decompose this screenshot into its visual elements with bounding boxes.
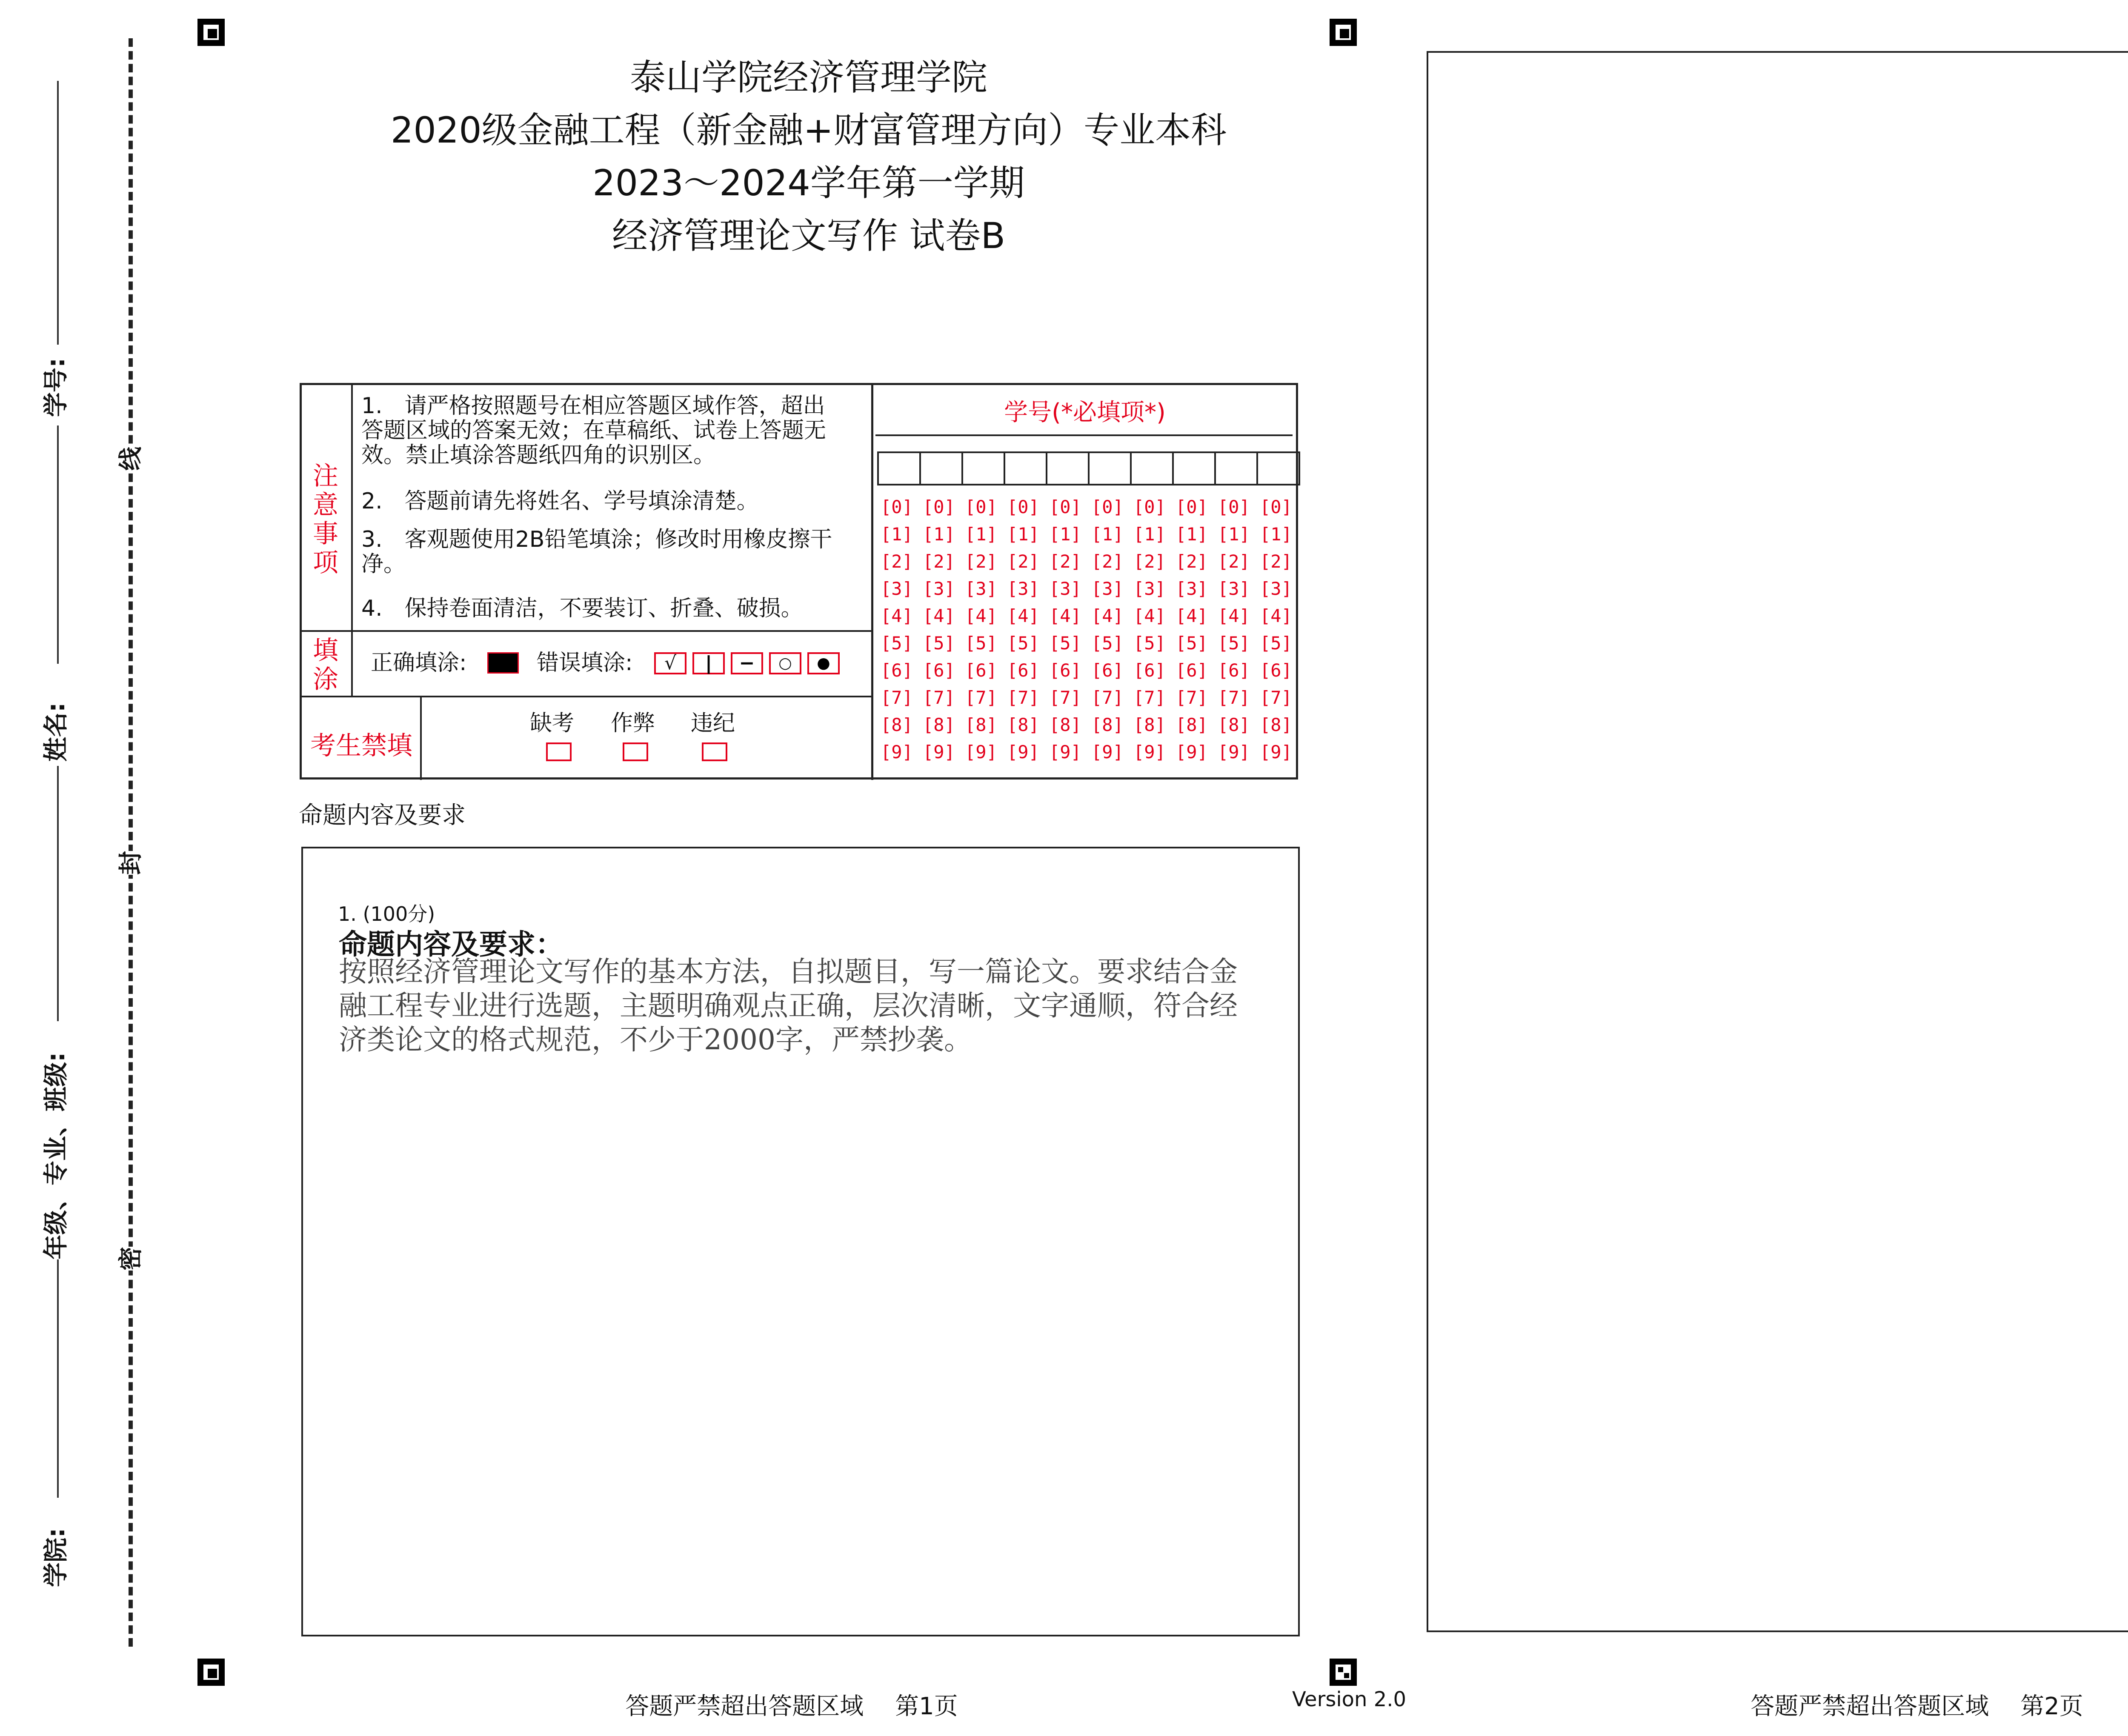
digit-bubble[interactable]: [8] (1218, 714, 1250, 735)
school-title: 泰山学院经济管理学院 (629, 57, 987, 98)
digit-bubble[interactable]: [6] (1007, 660, 1039, 681)
digit-bubble[interactable]: [0] (1007, 497, 1039, 517)
digit-bubble[interactable]: [8] (881, 714, 913, 735)
student-id-line (57, 81, 59, 345)
digit-bubble[interactable]: [3] (923, 578, 955, 599)
corner-marker-icon (197, 19, 225, 46)
digit-bubble[interactable]: [3] (1260, 578, 1292, 599)
forbidden-option-absent: 缺考 (530, 711, 575, 736)
digit-bubble[interactable]: [9] (1007, 742, 1039, 762)
name-line (57, 425, 59, 664)
wrong-fill-circle-icon: ○ (769, 652, 801, 674)
answer-area-page1[interactable] (301, 847, 1300, 1636)
digit-bubble[interactable]: [8] (923, 714, 955, 735)
digit-bubble[interactable]: [3] (1007, 578, 1039, 599)
digit-bubble[interactable]: [1] (1133, 524, 1166, 545)
forbidden-label: 考生禁填 (310, 731, 412, 761)
digit-bubble[interactable]: [2] (1133, 551, 1166, 572)
digit-bubble[interactable]: [7] (1218, 687, 1250, 708)
wrong-fill-dot-icon: ● (807, 652, 840, 674)
digit-bubble[interactable]: [0] (1260, 497, 1292, 517)
fill-label: 填 涂 (313, 636, 338, 694)
digit-bubble[interactable]: [6] (1218, 660, 1250, 681)
correct-fill-icon (487, 652, 519, 674)
digit-bubble[interactable]: [9] (881, 742, 913, 762)
digit-bubble[interactable]: [7] (1049, 687, 1081, 708)
digit-bubble[interactable]: [9] (965, 742, 997, 762)
digit-bubble[interactable]: [8] (1091, 714, 1124, 735)
digit-bubble[interactable]: [9] (1260, 742, 1292, 762)
student-id-cell[interactable] (961, 451, 1005, 485)
class-line-top (57, 766, 59, 1021)
digit-bubble[interactable]: [4] (965, 605, 997, 626)
digit-bubble[interactable]: [5] (881, 633, 913, 654)
digit-bubble[interactable]: [5] (1007, 633, 1039, 654)
corner-marker-icon (197, 1659, 225, 1686)
digit-bubble[interactable]: [4] (1218, 605, 1250, 626)
digit-bubble[interactable]: [1] (1218, 524, 1250, 545)
digit-bubble[interactable]: [1] (923, 524, 955, 545)
question-heading: 命题内容及要求 (299, 802, 466, 829)
digit-bubble[interactable]: [7] (1260, 687, 1292, 708)
college-line (57, 1259, 59, 1498)
student-id-cell[interactable] (919, 451, 963, 485)
digit-bubble[interactable]: [2] (881, 551, 913, 572)
digit-bubble[interactable]: [2] (1049, 551, 1081, 572)
student-id-cell[interactable] (1172, 451, 1216, 485)
digit-bubble[interactable]: [9] (1133, 742, 1166, 762)
digit-bubble[interactable]: [3] (965, 578, 997, 599)
college-label: 学院: (41, 1528, 70, 1587)
seal-char-secret: 密 (117, 1247, 145, 1271)
digit-bubble[interactable]: [6] (1133, 660, 1166, 681)
digit-bubble[interactable]: [1] (965, 524, 997, 545)
student-id-cell[interactable] (1046, 451, 1090, 485)
major-title: 2020级金融工程（新金融+财富管理方向）专业本科 (390, 109, 1227, 151)
digit-bubble[interactable]: [5] (1049, 633, 1081, 654)
student-id-label: 学号: (41, 357, 70, 417)
digit-bubble[interactable]: [4] (1007, 605, 1039, 626)
student-id-cell[interactable] (1004, 451, 1047, 485)
wrong-fill-bar-icon: | (692, 652, 725, 674)
digit-bubble[interactable]: [2] (1091, 551, 1124, 572)
digit-bubble[interactable]: [5] (965, 633, 997, 654)
digit-bubble[interactable]: [7] (881, 687, 913, 708)
digit-bubble[interactable]: [2] (1218, 551, 1250, 572)
question-title: 命题内容及要求： (339, 928, 563, 961)
student-id-cell[interactable] (877, 451, 921, 485)
digit-bubble[interactable]: [0] (1091, 497, 1124, 517)
digit-bubble[interactable]: [2] (1007, 551, 1039, 572)
digit-bubble[interactable]: [4] (923, 605, 955, 626)
digit-bubble[interactable]: [0] (1176, 497, 1208, 517)
digit-bubble[interactable]: [4] (1091, 605, 1124, 626)
digit-bubble[interactable]: [2] (923, 551, 955, 572)
seal-char-seal: 封 (117, 851, 145, 875)
question-score: 1. (100分) (338, 902, 435, 925)
digit-bubble[interactable]: [9] (1218, 742, 1250, 762)
digit-bubble[interactable]: [2] (1260, 551, 1292, 572)
digit-bubble[interactable]: [8] (1007, 714, 1039, 735)
digit-bubble[interactable]: [7] (965, 687, 997, 708)
digit-bubble[interactable]: [3] (1218, 578, 1250, 599)
wrong-fill-dash-icon: − (731, 652, 763, 674)
student-id-cell[interactable] (1130, 451, 1174, 485)
digit-bubble[interactable]: [7] (1007, 687, 1039, 708)
digit-bubble[interactable]: [1] (1260, 524, 1292, 545)
digit-bubble[interactable]: [0] (881, 497, 913, 517)
digit-bubble[interactable]: [1] (1049, 524, 1081, 545)
digit-bubble[interactable]: [0] (1049, 497, 1081, 517)
forbidden-option-cheat: 作弊 (611, 711, 655, 736)
digit-bubble[interactable]: [5] (1133, 633, 1166, 654)
binding-dashed-line (129, 38, 133, 1647)
student-id-cell[interactable] (1256, 451, 1300, 485)
digit-bubble[interactable]: [6] (965, 660, 997, 681)
footer-page2: 答题严禁超出答题区域 第2页 (1750, 1693, 2083, 1720)
footer-version: Version 2.0 (1292, 1687, 1407, 1711)
digit-bubble[interactable]: [4] (1260, 605, 1292, 626)
cheat-checkbox[interactable] (623, 742, 648, 761)
digit-bubble[interactable]: [2] (1176, 551, 1208, 572)
seal-char-line: 线 (117, 447, 145, 471)
correct-fill-label: 正确填涂: (371, 650, 467, 676)
answer-area-page2[interactable] (1427, 51, 2128, 1632)
digit-bubble[interactable]: [7] (923, 687, 955, 708)
forbidden-option-violation: 违纪 (691, 711, 735, 736)
digit-bubble[interactable]: [9] (923, 742, 955, 762)
digit-bubble[interactable]: [0] (923, 497, 955, 517)
class-label: 年级、专业、班级: (41, 1052, 70, 1259)
student-id-title: 学号(*必填项*) (1004, 399, 1166, 426)
qr-marker-icon (1330, 1659, 1357, 1686)
digit-bubble[interactable]: [4] (1133, 605, 1166, 626)
digit-bubble[interactable]: [8] (1133, 714, 1166, 735)
digit-bubble[interactable]: [1] (881, 524, 913, 545)
footer-page1: 答题严禁超出答题区域 第1页 (625, 1693, 958, 1720)
digit-bubble[interactable]: [6] (1176, 660, 1208, 681)
digit-bubble[interactable]: [8] (1260, 714, 1292, 735)
digit-bubble[interactable]: [6] (923, 660, 955, 681)
digit-bubble[interactable]: [0] (965, 497, 997, 517)
digit-bubble[interactable]: [8] (1176, 714, 1208, 735)
digit-bubble[interactable]: [6] (1049, 660, 1081, 681)
digit-bubble[interactable]: [6] (1091, 660, 1124, 681)
notice-item: 2. 答题前请先将姓名、学号填涂清楚。 (361, 488, 759, 514)
notice-item: 4. 保持卷面清洁，不要装订、折叠、破损。 (361, 596, 803, 621)
digit-bubble[interactable]: [8] (965, 714, 997, 735)
digit-bubble[interactable]: [5] (1176, 633, 1208, 654)
question-body: 按照经济管理论文写作的基本方法，自拟题目，写一篇论文。要求结合金融工程专业进行选题，主题明确观点正确，层次清晰，文字通顺，符合经济类论文的格式规范，不少于2000字，严禁抄袭。 (339, 955, 1238, 1056)
digit-bubble[interactable]: [7] (1176, 687, 1208, 708)
digit-bubble[interactable]: [5] (923, 633, 955, 654)
digit-bubble[interactable]: [8] (1049, 714, 1081, 735)
absent-checkbox[interactable] (546, 742, 572, 761)
digit-bubble[interactable]: [1] (1091, 524, 1124, 545)
term-title: 2023～2024学年第一学期 (592, 162, 1025, 204)
digit-bubble[interactable]: [1] (1176, 524, 1208, 545)
digit-bubble[interactable]: [9] (1049, 742, 1081, 762)
name-label: 姓名: (41, 702, 70, 762)
digit-bubble[interactable]: [6] (1260, 660, 1292, 681)
violation-checkbox[interactable] (702, 742, 727, 761)
info-box (300, 383, 1298, 779)
digit-bubble[interactable]: [9] (1091, 742, 1124, 762)
digit-bubble[interactable]: [4] (1176, 605, 1208, 626)
student-id-cell[interactable] (1214, 451, 1258, 485)
digit-bubble[interactable]: [2] (965, 551, 997, 572)
digit-bubble[interactable]: [3] (1091, 578, 1124, 599)
digit-bubble[interactable]: [3] (1176, 578, 1208, 599)
digit-bubble[interactable]: [5] (1260, 633, 1292, 654)
digit-bubble[interactable]: [4] (1049, 605, 1081, 626)
notice-item: 1. 请严格按照题号在相应答题区域作答，超出答题区域的答案无效；在草稿纸、试卷上答题无效。禁止填涂答题纸四角的识别区。 (361, 393, 827, 468)
digit-bubble[interactable]: [6] (881, 660, 913, 681)
digit-bubble[interactable]: [3] (1049, 578, 1081, 599)
digit-bubble[interactable]: [1] (1007, 524, 1039, 545)
wrong-fill-label: 错误填涂: (537, 650, 633, 676)
notice-item: 3. 客观题使用2B铅笔填涂；修改时用橡皮擦干净。 (361, 527, 832, 577)
digit-bubble[interactable]: [0] (1133, 497, 1166, 517)
wrong-fill-check-icon: √ (654, 652, 686, 674)
student-id-cell[interactable] (1088, 451, 1132, 485)
digit-bubble[interactable]: [7] (1091, 687, 1124, 708)
digit-bubble[interactable]: [0] (1218, 497, 1250, 517)
digit-bubble[interactable]: [3] (1133, 578, 1166, 599)
digit-bubble[interactable]: [9] (1176, 742, 1208, 762)
digit-bubble[interactable]: [4] (881, 605, 913, 626)
digit-bubble[interactable]: [3] (881, 578, 913, 599)
notice-label: 注 意 事 项 (313, 461, 338, 578)
digit-bubble[interactable]: [5] (1091, 633, 1124, 654)
exam-title: 经济管理论文写作 试卷B (612, 215, 1006, 257)
corner-marker-icon (1330, 19, 1357, 46)
digit-bubble[interactable]: [5] (1218, 633, 1250, 654)
digit-bubble[interactable]: [7] (1133, 687, 1166, 708)
